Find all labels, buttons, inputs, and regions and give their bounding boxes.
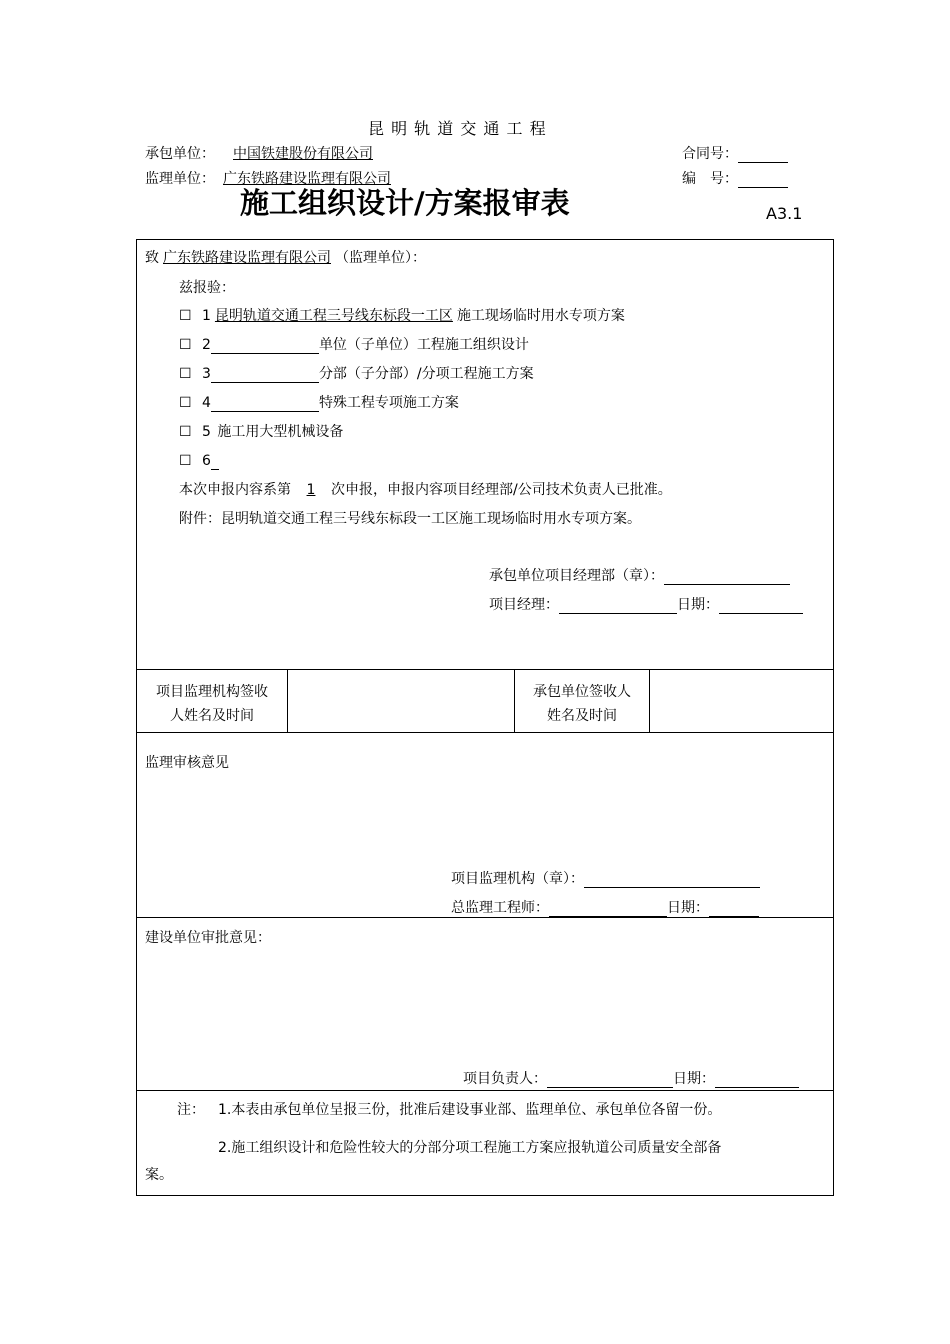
contract-no-field[interactable]: [738, 146, 788, 163]
item-fill: 昆明轨道交通工程三号线东标段一工区: [214, 308, 453, 324]
checkbox[interactable]: ☐: [179, 366, 192, 382]
checkbox[interactable]: ☐: [179, 395, 192, 411]
review-org-label: 项目监理机构（章）：: [451, 871, 584, 887]
supervisor-receipt-field[interactable]: [288, 670, 514, 732]
supervisor-receipt-line2: 人姓名及时间: [170, 708, 254, 724]
list-item: [179, 307, 625, 325]
divider: [136, 1090, 834, 1091]
addressee-line: [145, 249, 426, 267]
note-label: 注：: [177, 1102, 205, 1118]
chief-engineer-row: [451, 899, 759, 917]
pm-label: 项目经理：: [489, 597, 559, 613]
item-number: 1: [202, 308, 211, 324]
list-item: [179, 394, 459, 412]
checkbox[interactable]: ☐: [179, 424, 192, 440]
owner-field[interactable]: [547, 1071, 673, 1088]
supervisor-receipt-line1: 项目监理机构签收: [156, 684, 268, 700]
approval-date-label: 日期：: [673, 1071, 715, 1087]
pm-date-field[interactable]: [719, 597, 803, 614]
supervisor-value: 广东铁路建设监理有限公司: [223, 171, 391, 187]
submission-count: 1: [306, 482, 316, 498]
addressee-suffix: （监理单位）：: [335, 250, 426, 266]
owner-sign-row: [463, 1070, 799, 1088]
review-date-label: 日期：: [667, 900, 709, 916]
chief-engineer-field[interactable]: [549, 900, 667, 917]
approval-title: 建设单位审批意见：: [145, 930, 271, 946]
form-title: 施工组织设计/方案报审表: [240, 186, 570, 220]
item-text: 特殊工程专项施工方案: [318, 395, 459, 411]
contractor-row: [145, 145, 425, 163]
pm-dept-label: 承包单位项目经理部（章）：: [489, 568, 664, 584]
item-text: 施工用大型机械设备: [217, 424, 344, 440]
review-date-field[interactable]: [709, 900, 759, 917]
item-text: 施工现场临时用水专项方案: [456, 308, 625, 324]
note-2-line1: 2.施工组织设计和危险性较大的分部分项工程施工方案应报轨道公司质量安全部备: [218, 1140, 722, 1156]
serial-no: [682, 170, 788, 188]
addressee-prefix: 致: [145, 250, 159, 266]
supervisor-receipt-label: [137, 680, 287, 728]
list-item: [179, 336, 529, 354]
item-number: 6: [202, 453, 211, 469]
submission-suffix: 次申报，申报内容项目经理部/公司技术负责人已批准。: [331, 482, 672, 498]
list-item: [179, 452, 219, 470]
list-item: [179, 365, 534, 383]
checkbox[interactable]: ☐: [179, 337, 192, 353]
serial-no-label: 编 号：: [682, 171, 738, 187]
submission-prefix: 本次申报内容系第: [179, 482, 291, 498]
contractor-value: 中国铁建股份有限公司: [233, 146, 373, 162]
item-fill-field[interactable]: [211, 337, 319, 354]
checkbox[interactable]: ☐: [179, 308, 192, 324]
serial-no-field[interactable]: [738, 171, 788, 188]
contractor-receipt-line1: 承包单位签收人: [533, 684, 631, 700]
item-text: 分部（子分部）/分项工程施工方案: [318, 366, 534, 382]
approval-opinion-field[interactable]: [145, 955, 825, 1055]
note-1: 1.本表由承包单位呈报三份，批准后建设事业部、监理单位、承包单位各留一份。: [218, 1102, 722, 1118]
contract-no-label: 合同号：: [682, 146, 738, 162]
divider: [136, 732, 834, 733]
form-code: A3.1: [766, 204, 803, 223]
checkbox[interactable]: ☐: [179, 453, 192, 469]
pm-sign-row: [489, 596, 803, 614]
review-opinion-field[interactable]: [145, 780, 825, 860]
pm-field[interactable]: [559, 597, 677, 614]
item-number: 5: [202, 424, 211, 440]
pm-dept-field[interactable]: [664, 568, 790, 585]
contractor-receipt-line2: 姓名及时间: [547, 708, 617, 724]
contractor-receipt-label: [515, 680, 649, 728]
contractor-label: 承包单位：: [145, 146, 215, 162]
pm-date-label: 日期：: [677, 597, 719, 613]
contract-no: [682, 145, 788, 163]
list-item: [179, 423, 343, 441]
contractor-receipt-field[interactable]: [650, 670, 833, 732]
addressee-value: 广东铁路建设监理有限公司: [163, 250, 331, 266]
item-number: 4: [202, 395, 211, 411]
intro-text: 兹报验：: [179, 280, 235, 296]
note-2-line2: 案。: [145, 1167, 173, 1183]
supervisor-label: 监理单位：: [145, 171, 215, 187]
attachment-line: 附件：昆明轨道交通工程三号线东标段一工区施工现场临时用水专项方案。: [179, 511, 641, 527]
approval-date-field[interactable]: [715, 1071, 799, 1088]
item-number: 2: [202, 337, 211, 353]
review-org-field[interactable]: [584, 871, 760, 888]
item-number: 3: [202, 366, 211, 382]
project-name: 昆 明 轨 道 交 通 工 程: [368, 119, 547, 138]
review-title: 监理审核意见: [145, 755, 229, 771]
review-org-stamp: [451, 870, 760, 888]
owner-label: 项目负责人：: [463, 1071, 547, 1087]
item-fill-field[interactable]: [211, 366, 319, 383]
pm-dept-stamp: [489, 567, 790, 585]
chief-engineer-label: 总监理工程师：: [451, 900, 549, 916]
divider: [136, 917, 834, 918]
submission-line: [179, 481, 672, 499]
item-fill-field[interactable]: [211, 395, 319, 412]
item-fill-field[interactable]: [211, 453, 219, 470]
item-text: 单位（子单位）工程施工组织设计: [318, 337, 529, 353]
